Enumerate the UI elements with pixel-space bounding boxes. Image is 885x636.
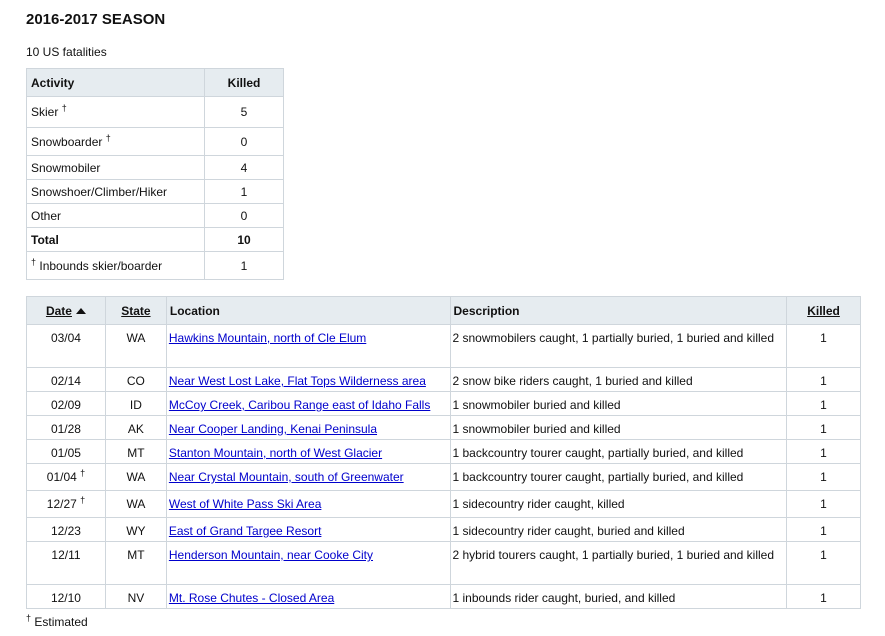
state-cell: WY xyxy=(105,518,166,542)
location-link[interactable]: McCoy Creek, Caribou Range east of Idaho Falls xyxy=(168,398,431,412)
killed-cell: 0 xyxy=(205,204,284,228)
description-cell: 1 snowmobiler buried and killed xyxy=(450,392,787,416)
table-row xyxy=(27,518,861,542)
killed-cell: 1 xyxy=(205,180,284,204)
activity-summary-table xyxy=(26,68,284,280)
killed-cell: 4 xyxy=(205,156,284,180)
table-row xyxy=(27,585,861,609)
sort-ascending-icon[interactable] xyxy=(76,308,86,314)
activity-cell: Snowboarder † xyxy=(27,128,205,156)
table-row xyxy=(27,325,861,368)
activity-cell: Skier † xyxy=(27,97,205,128)
table-row xyxy=(27,491,861,518)
summary-row xyxy=(27,180,284,204)
killed-cell: 1 xyxy=(787,325,861,368)
summary-row xyxy=(27,204,284,228)
table-row xyxy=(27,464,861,491)
footnote-text: Estimated xyxy=(34,615,88,629)
location-cell xyxy=(166,440,450,464)
summary-inbounds-row xyxy=(27,252,284,280)
activity-cell: Other xyxy=(27,204,205,228)
description-cell: 1 sidecountry rider caught, buried and killed xyxy=(450,518,787,542)
date-cell: 12/27 † xyxy=(27,491,106,518)
summary-row xyxy=(27,128,284,156)
description-cell: 2 hybrid tourers caught, 1 partially buried, 1 buried and killed xyxy=(450,542,787,585)
description-cell: 2 snow bike riders caught, 1 buried and killed xyxy=(450,368,787,392)
date-cell: 12/10 xyxy=(27,585,106,609)
table-row xyxy=(27,392,861,416)
date-cell: 01/28 xyxy=(27,416,106,440)
date-column-header[interactable]: Date xyxy=(27,297,106,325)
state-cell: WA xyxy=(105,491,166,518)
summary-row xyxy=(27,97,284,128)
summary-header-row xyxy=(27,69,284,97)
state-cell: CO xyxy=(105,368,166,392)
dagger-mark: † xyxy=(105,132,111,143)
location-cell xyxy=(166,368,450,392)
state-cell: WA xyxy=(105,325,166,368)
summary-row xyxy=(27,156,284,180)
events-header-row xyxy=(27,297,861,325)
state-cell: WA xyxy=(105,464,166,491)
activity-cell: Snowmobiler xyxy=(27,156,205,180)
description-cell: 1 backcountry tourer caught, partially buried, and killed xyxy=(450,440,787,464)
date-cell: 01/04 † xyxy=(27,464,106,491)
location-link[interactable]: Near Cooper Landing, Kenai Peninsula xyxy=(168,422,378,436)
table-row xyxy=(27,368,861,392)
killed-cell: 5 xyxy=(205,97,284,128)
killed-cell: 1 xyxy=(787,440,861,464)
date-cell: 12/11 xyxy=(27,542,106,585)
inbounds-killed: 1 xyxy=(205,252,284,280)
location-cell xyxy=(166,518,450,542)
location-link[interactable]: East of Grand Targee Resort xyxy=(168,524,322,538)
state-cell: ID xyxy=(105,392,166,416)
footnote xyxy=(26,615,88,629)
description-cell: 1 sidecountry rider caught, killed xyxy=(450,491,787,518)
killed-cell: 0 xyxy=(205,128,284,156)
location-link[interactable]: Stanton Mountain, north of West Glacier xyxy=(168,446,383,460)
table-row xyxy=(27,542,861,585)
inbounds-label-cell: † Inbounds skier/boarder xyxy=(27,252,205,280)
killed-cell: 1 xyxy=(787,416,861,440)
date-cell: 02/14 xyxy=(27,368,106,392)
location-cell xyxy=(166,325,450,368)
description-cell: 1 backcountry tourer caught, partially buried, and killed xyxy=(450,464,787,491)
dagger-mark: † xyxy=(61,103,67,113)
killed-header: Killed xyxy=(205,69,284,97)
dagger-mark: † xyxy=(31,256,37,267)
events-body xyxy=(27,325,861,609)
date-cell: 01/05 xyxy=(27,440,106,464)
killed-column-header[interactable]: Killed xyxy=(787,297,861,325)
state-cell: MT xyxy=(105,542,166,585)
total-killed: 10 xyxy=(205,228,284,252)
state-column-header[interactable]: State xyxy=(105,297,166,325)
description-cell: 1 inbounds rider caught, buried, and killed xyxy=(450,585,787,609)
dagger-mark: † xyxy=(80,468,86,478)
location-link[interactable]: Mt. Rose Chutes - Closed Area xyxy=(168,591,335,605)
fatalities-count: 10 US fatalities xyxy=(26,45,107,59)
location-cell xyxy=(166,585,450,609)
activity-cell: Snowshoer/Climber/Hiker xyxy=(27,180,205,204)
location-column-header: Location xyxy=(166,297,450,325)
killed-cell: 1 xyxy=(787,491,861,518)
location-cell xyxy=(166,392,450,416)
date-cell: 02/09 xyxy=(27,392,106,416)
killed-cell: 1 xyxy=(787,464,861,491)
dagger-mark: † xyxy=(80,495,86,505)
season-title: 2016-2017 SEASON xyxy=(26,11,166,28)
total-label: Total xyxy=(27,228,205,252)
location-cell xyxy=(166,491,450,518)
location-link[interactable]: Near Crystal Mountain, south of Greenwater xyxy=(168,470,404,484)
location-link[interactable]: Near West Lost Lake, Flat Tops Wilderness area xyxy=(168,374,426,388)
description-column-header: Description xyxy=(450,297,787,325)
date-cell: 03/04 xyxy=(27,325,106,368)
location-link[interactable]: Hawkins Mountain, north of Cle Elum xyxy=(168,331,367,345)
killed-cell: 1 xyxy=(787,542,861,585)
state-cell: MT xyxy=(105,440,166,464)
location-cell xyxy=(166,416,450,440)
location-link[interactable]: Henderson Mountain, near Cooke City xyxy=(168,548,373,562)
summary-total-row xyxy=(27,228,284,252)
location-cell xyxy=(166,464,450,491)
description-cell: 1 snowmobiler buried and killed xyxy=(450,416,787,440)
fatalities-table xyxy=(26,296,861,609)
date-cell: 12/23 xyxy=(27,518,106,542)
location-cell xyxy=(166,542,450,585)
killed-cell: 1 xyxy=(787,585,861,609)
location-link[interactable]: West of White Pass Ski Area xyxy=(168,497,322,511)
killed-cell: 1 xyxy=(787,392,861,416)
killed-cell: 1 xyxy=(787,368,861,392)
dagger-mark: † xyxy=(26,613,32,623)
table-row xyxy=(27,440,861,464)
description-cell: 2 snowmobilers caught, 1 partially buried, 1 buried and killed xyxy=(450,325,787,368)
state-cell: AK xyxy=(105,416,166,440)
table-row xyxy=(27,416,861,440)
killed-cell: 1 xyxy=(787,518,861,542)
activity-header: Activity xyxy=(27,69,205,97)
state-cell: NV xyxy=(105,585,166,609)
